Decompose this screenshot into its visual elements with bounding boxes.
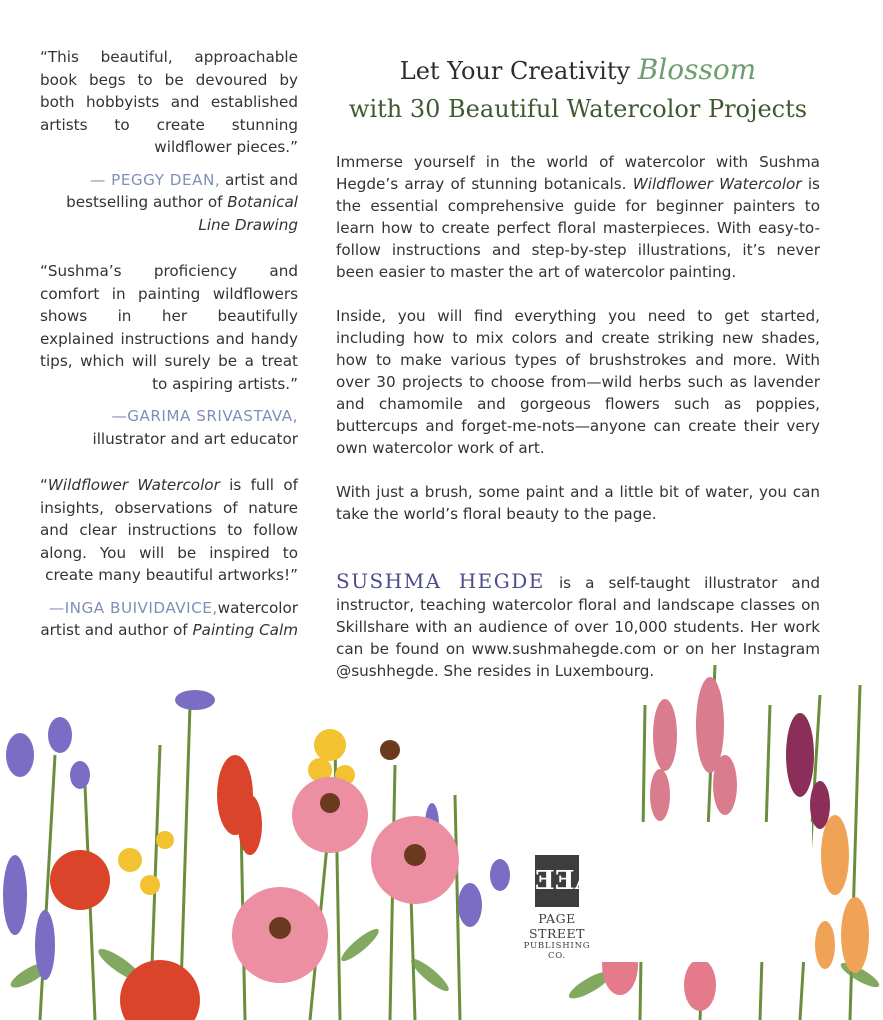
publisher-logo-mark: ƎƎA (535, 855, 579, 907)
author-bio: SUSHMA HEGDE is a self-taught illustrator and instructor, teaching watercolor floral and landscape classes on Skillshare with an audience of over 10,000 students. Her work can be found on www.sushmahegde.com or on her Instagram @sushhegde. She resides in Luxembourg. (336, 569, 820, 680)
testimonial-attribution: —INGA BUIVIDAVICE,watercolor artist and author of Painting Calm (40, 598, 298, 639)
headline-line-2: with 30 Beautiful Watercolor Projects (348, 95, 808, 123)
author-name: SUSHMA HEGDE (336, 569, 545, 593)
headline (336, 50, 820, 127)
testimonial-1 (40, 46, 298, 236)
testimonials-column (40, 46, 298, 666)
headline-script-word: Blossom (637, 53, 757, 86)
publisher-name: PAGE STREET (529, 911, 585, 941)
testimonial-quote: “Wildflower Watercolor is full of insights, observations of nature and clear instructions to follow along. You will be inspired to create many beautiful artworks!” (40, 476, 298, 584)
publisher-subtitle: PUBLISHING CO. (523, 941, 591, 961)
body-paragraph-3: With just a brush, some paint and a little bit of water, you can take the world’s floral beauty to the page. (336, 483, 820, 523)
testimonial-quote: “Sushma’s proficiency and comfort in painting wildflowers shows in her beautifully explained instructions and handy tips, which will surely be a treat to aspiring artists.” (40, 262, 298, 393)
barcode-area (601, 822, 812, 962)
body-paragraph-2: Inside, you will find everything you need to get started, including how to mix colors and create striking new shades, how to make various types of brushstrokes and more. With over 30 projects to choose from—wild herbs such as lavender and chamomile and gorgeous flowers such as poppies, buttercups and forget-me-nots—anyone can create their very own watercolor work of art. (336, 307, 820, 457)
testimonial-3 (40, 474, 298, 642)
testimonial-attribution: — PEGGY DEAN, artist and bestselling author of Botanical Line Drawing (66, 170, 298, 234)
description-column (336, 50, 820, 704)
attribution-name: —INGA BUIVIDAVICE, (49, 598, 218, 617)
testimonial-attribution: —GARIMA SRIVASTAVA, illustrator and art educator (92, 407, 298, 448)
attribution-name: — PEGGY DEAN, (90, 170, 221, 189)
testimonial-2 (40, 260, 298, 450)
publisher-logo (521, 855, 593, 967)
testimonial-quote: “This beautiful, approachable book begs to be devoured by both hobbyists and established artists to create stunning wildflower pieces.” (40, 48, 298, 156)
attribution-name: —GARIMA SRIVASTAVA, (111, 407, 298, 425)
headline-line-1: Let Your Creativity Blossom (399, 53, 757, 86)
body-paragraph-1: Immerse yourself in the world of watercolor with Sushma Hegde’s array of stunning botanicals. Wildflower Watercolor is the essential comprehensive guide for beginner painters to learn how to create perfect floral masterpieces. With easy-to-follow instructions and step-by-step illustrations, it’s never been easier to master the art of watercolor painting. (336, 153, 820, 281)
